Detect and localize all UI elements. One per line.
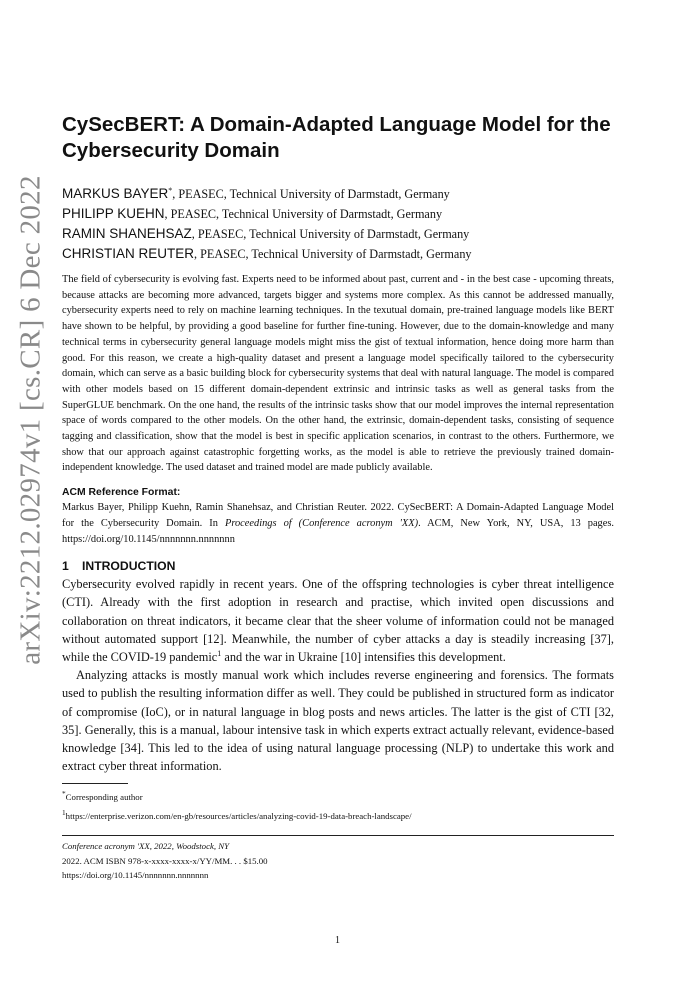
author-list	[62, 184, 614, 264]
author-name: PHILIPP KUEHN	[62, 206, 165, 221]
author-line	[62, 244, 614, 264]
footnote-marker: 1	[217, 648, 222, 658]
footnote-divider	[62, 783, 128, 784]
footnote-mark: 1	[62, 807, 66, 817]
page-number: 1	[335, 935, 340, 946]
author-line	[62, 224, 614, 244]
footnote	[62, 806, 614, 823]
acm-reference-text	[62, 500, 614, 547]
intro-paragraph-1	[62, 575, 614, 666]
paper-title: CySecBERT: A Domain-Adapted Language Model for the Cybersecurity Domain	[62, 113, 611, 162]
section-title: INTRODUCTION	[82, 559, 176, 574]
acm-reference-venue: Proceedings of (Conference acronym 'XX)	[224, 517, 419, 529]
author-affiliation: , PEASEC, Technical University of Darmstadt, Germany	[164, 207, 443, 221]
section-number: 1	[62, 559, 69, 574]
intro-paragraph-2: Analyzing attacks is mostly manual work which includes reverse engineering and forensics. The formats used to publish the resulting information differ as well. They could be published in structured form as indicator of compromise (IoC), or in natural language in blog posts and news articles. The latter is the gist of CTI [32, 35]. Generally, this is a manual, labour intensive task in which experts extract actually relevant, evidence-based knowledge [34]. This led to the idea of using natural language processing (NLP) to undertake this work and extract cyber threat information.	[62, 668, 614, 774]
arxiv-identifier: arXiv:2212.02974v1 [cs.CR] 6 Dec 2022	[14, 175, 47, 665]
intro-text: Cybersecurity evolved rapidly in recent years. One of the offspring technologies is cyber threat intelligence (CTI). Already with the first adoption in research and practise, which invited open discussions and collaboration on threat indicators, it became clear that the sheer volume of information could not be managed without automated support [12]. Meanwhile, the number of cyber attacks a day is steadily increasing [37], while the COVID-19 pandemic	[62, 577, 614, 665]
paper-first-page	[62, 112, 614, 883]
author-name: MARKUS BAYER	[62, 186, 169, 201]
author-line	[62, 204, 614, 224]
author-name: RAMIN SHANEHSAZ	[62, 226, 192, 241]
acm-reference-citation: Markus Bayer, Philipp Kuehn, Ramin Shanehsaz, and Christian Reuter. 2022. CySecBERT: A Domain-Adapted Language Model for the Cybersecurity Domain. In	[62, 502, 614, 529]
abstract: The field of cybersecurity is evolving fast. Experts need to be informed about past, current and - in the best case - upcoming threats, because attacks are becoming more advanced, targets bigger and systems more complex. As this cannot be addressed manually, cybersecurity experts need to rely on machine learning techniques. In the texutual domain, pre-trained language models like BERT have shown to be helpful, by providing a good baseline for further fine-tuning. However, due to the domain-knowledge and many technical terms in cybersecurity general language models might miss the gist of textual information, hence doing more harm than good. For this reason, we create a high-quality dataset and present a language model specifically tailored to the cybersecurity domain, which can serve as a basic building block for cybersecurity systems that deal with natural language. The model is compared with other models based on 15 different domain-dependent extrinsic and intrinsic tasks as well as general tasks from the SuperGLUE benchmark. On the one hand, the results of the intrinsic tasks show that our model improves the internal representation space of words compared to the other models. On the other hand, the extrinsic, domain-dependent tasks, consisting of sequence tagging and classification, show that the model is best in specific application scenarios, in contrast to the others. Furthermore, we show that our approach against catastrophic forgetting works, as the model is able to retrieve the previously trained domain-independent knowledge. The used dataset and trained model are made publicly available.	[62, 274, 614, 474]
author-affiliation: , PEASEC, Technical University of Darmstadt, Germany	[194, 247, 472, 261]
conference-doi: https://doi.org/10.1145/nnnnnnn.nnnnnnn	[62, 870, 209, 881]
conference-venue: Conference acronym 'XX, 2022, Woodstock, NY	[62, 841, 230, 852]
conference-info	[62, 839, 614, 883]
footnote-text: Corresponding author	[65, 792, 143, 803]
conference-isbn: 2022. ACM ISBN 978-x-xxxx-xxxx-x/YY/MM. . . $15.00	[62, 855, 268, 866]
author-line	[62, 184, 614, 204]
author-affiliation: , PEASEC, Technical University of Darmstadt, Germany	[191, 227, 470, 241]
acm-reference-heading: ACM Reference Format:	[62, 487, 181, 499]
intro-text: and the war in Ukraine [10] intensifies this development.	[221, 650, 506, 665]
footnote-url: https://enterprise.verizon.com/en-gb/resources/articles/analyzing-covid-19-data-breach-landscape/	[65, 810, 412, 821]
arxiv-sidebar-stamp	[14, 160, 48, 680]
footnote-mark: *	[62, 789, 66, 799]
acm-reference-doi: . ACM, New York, NY, USA, 13 pages. https://doi.org/10.1145/nnnnnnn.nnnnnnn	[62, 517, 615, 545]
author-affiliation: , PEASEC, Technical University of Darmstadt, Germany	[172, 187, 450, 201]
footnote	[62, 787, 614, 804]
section-heading	[62, 557, 614, 575]
conference-divider	[62, 835, 614, 836]
corresponding-mark: *	[168, 185, 173, 195]
author-name: CHRISTIAN REUTER	[62, 246, 195, 261]
